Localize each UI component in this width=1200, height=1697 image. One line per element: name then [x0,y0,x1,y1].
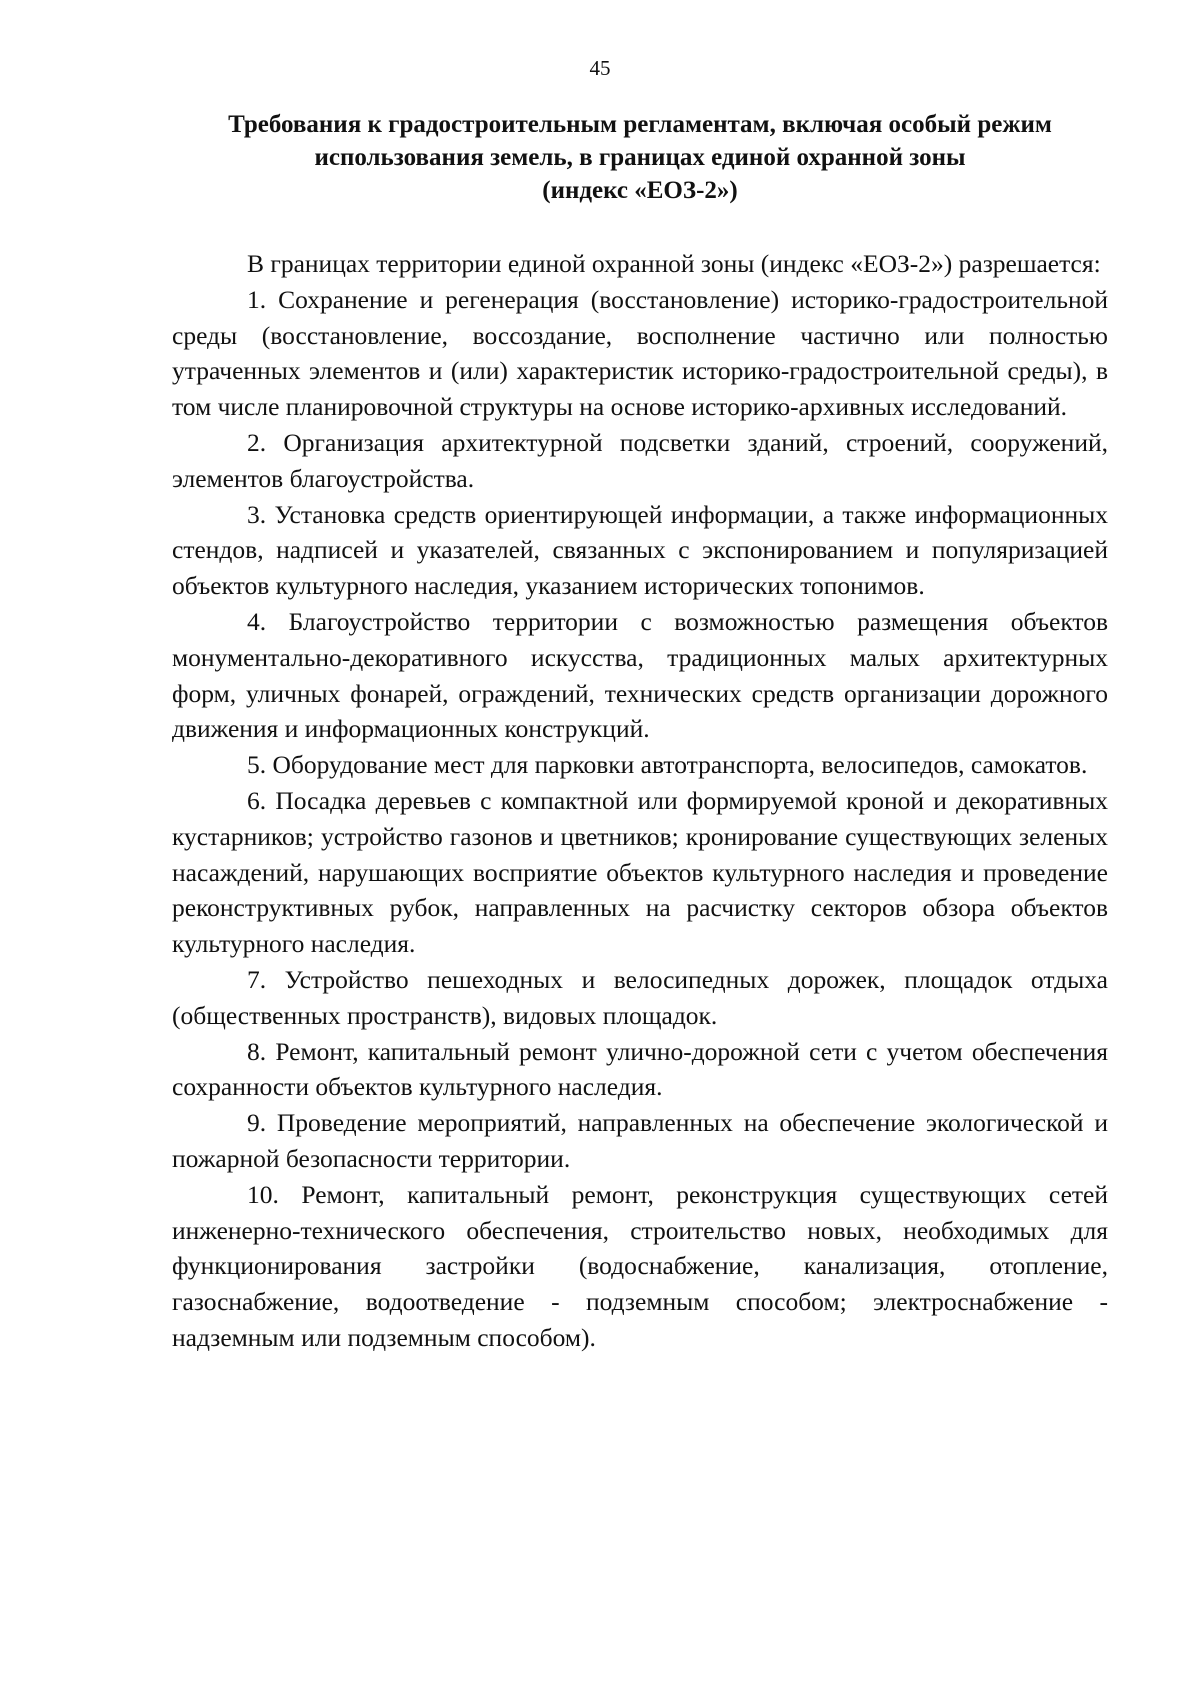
page-number: 45 [589,56,611,80]
list-item-8: 8. Ремонт, капитальный ремонт улично-дорожной сети с учетом обеспечения сохранности объектов культурного наследия. [172,1036,1108,1102]
list-item-5: 5. Оборудование мест для парковки автотранспорта, велосипедов, самокатов. [247,750,1088,780]
heading-line-2: использования земель, в границах единой охранной зоны [314,144,966,171]
list-item-10: 10. Ремонт, капитальный ремонт, реконструкция существующих сетей инженерно-технического обеспечения, строительство новых, необходимых для функционирования застройки (водоснабжение, канализация, отопление, газоснабжение, водоотведение - подземным способом; электроснабжение - надземным или подземным способом). [172,1179,1108,1352]
list-item-2: 2. Организация архитектурной подсветки зданий, строений, сооружений, элементов благоустройства. [172,427,1108,493]
intro-paragraph: В границах территории единой охранной зоны (индекс «ЕОЗ-2») разрешается: [247,249,1101,278]
list-item-4: 4. Благоустройство территории с возможностью размещения объектов монументально-декоративного искусства, традиционных малых архитектурных форм, уличных фонарей, ограждений, технических средств организации дорожного движения и информационных конструкций. [172,606,1108,744]
list-item-6: 6. Посадка деревьев с компактной или формируемой кроной и декоративных кустарников; устройство газонов и цветников; кронирование существующих зеленых насаждений, нарушающих восприятие объектов культурного наследия и проведение реконструктивных рубок, направленных на расчистку секторов обзора объектов культурного наследия. [172,785,1108,959]
heading-line-3: (индекс «ЕОЗ-2») [542,177,738,204]
section-heading [172,108,1108,207]
list-item-7: 7. Устройство пешеходных и велосипедных дорожек, площадок отдыха (общественных пространств), видовых площадок. [172,964,1108,1030]
list-item-1: 1. Сохранение и регенерация (восстановление) историко-градостроительной среды (восстановление, воссоздание, восполнение частично или полностью утраченных элементов и (или) характеристик историко-градостроительной среды), в том числе планировочной структуры на основе историко-архивных исследований. [172,284,1108,422]
list-item-9: 9. Проведение мероприятий, направленных на обеспечение экологической и пожарной безопасности территории. [172,1108,1108,1173]
document-body [172,246,1108,1356]
heading-line-1: Требования к градостроительным регламентам, включая особый режим [228,111,1052,138]
list-item-3: 3. Установка средств ориентирующей информации, а также информационных стендов, надписей и указателей, связанных с экспонированием и популяризацией объектов культурного наследия, указанием исторических топонимов. [172,499,1108,601]
